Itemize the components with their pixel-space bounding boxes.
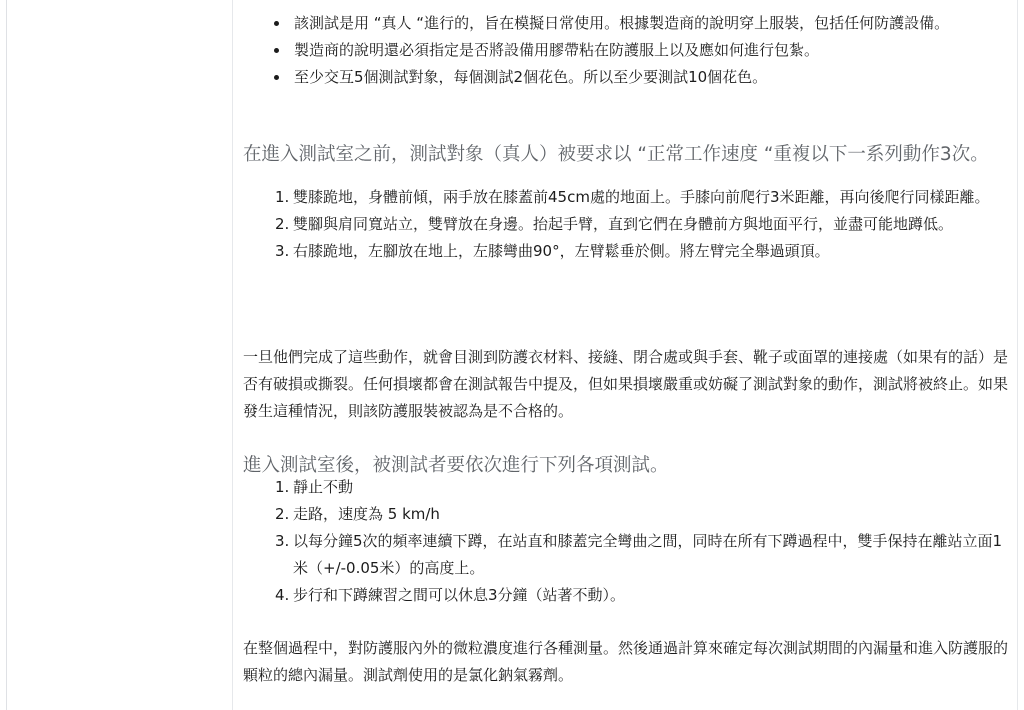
bullet-icon bbox=[274, 75, 279, 80]
bullet-icon bbox=[274, 21, 279, 26]
step-number: 4. bbox=[275, 586, 290, 604]
step-text: 雙腳與肩同寬站立，雙臂放在身邊。抬起手臂，直到它們在身體前方與地面平行，並盡可能地蹲低。 bbox=[293, 215, 954, 233]
step-number: 2. bbox=[275, 215, 290, 233]
step-number: 1. bbox=[275, 478, 290, 496]
article-content bbox=[232, 0, 1018, 710]
list-item bbox=[275, 501, 1011, 528]
page-left-border bbox=[6, 0, 7, 710]
step-text: 以每分鐘5次的頻率連續下蹲，在站直和膝蓋完全彎曲之間，同時在所有下蹲過程中，雙手保持在離站立面1米（+/-0.05米）的高度上。 bbox=[293, 532, 1003, 577]
test-steps-list bbox=[275, 474, 1011, 609]
step-text: 走路，速度為 5 km/h bbox=[293, 505, 440, 523]
list-item bbox=[275, 238, 1011, 265]
step-number: 3. bbox=[275, 532, 290, 550]
section-heading-in-test-room: 進入測試室後，被測試者要依次進行下列各項測試。 bbox=[243, 455, 669, 476]
list-item bbox=[275, 184, 1011, 211]
step-number: 2. bbox=[275, 505, 290, 523]
list-item-text: 該測試是用 “真人 “進行的，旨在模擬日常使用。根據製造商的說明穿上服裝，包括任何防護設備。 bbox=[294, 14, 950, 32]
list-item-text: 至少交互5個測試對象，每個測試2個花色。所以至少要測試10個花色。 bbox=[294, 68, 768, 86]
requirements-bullet-list bbox=[271, 10, 1011, 91]
list-item-text: 製造商的說明還必須指定是否將設備用膠帶粘在防護服上以及應如何進行包紮。 bbox=[294, 41, 820, 59]
step-text: 靜止不動 bbox=[293, 478, 354, 496]
list-item bbox=[275, 211, 1011, 238]
damage-inspection-paragraph: 一旦他們完成了這些動作，就會目測到防護衣材料、接縫、閉合處或與手套、靴子或面罩的連接處（如果有的話）是否有破損或撕裂。任何損壞都會在測試報告中提及，但如果損壞嚴重或妨礙了測試對象的動作，測試將被終止。如果發生這種情況，則該防護服裝被認為是不合格的。 bbox=[243, 348, 1009, 420]
list-item bbox=[275, 474, 1011, 501]
bullet-icon bbox=[274, 48, 279, 53]
list-item bbox=[275, 582, 1011, 609]
list-item bbox=[271, 37, 1011, 64]
step-text: 雙膝跪地，身體前傾，兩手放在膝蓋前45cm處的地面上。手膝向前爬行3米距離，再向後爬行同樣距離。 bbox=[293, 188, 990, 206]
step-text: 右膝跪地，左腳放在地上，左膝彎曲90°，左臂鬆垂於側。將左臂完全舉過頭頂。 bbox=[293, 242, 830, 260]
section-heading-before-test-room: 在進入測試室之前，測試對象（真人）被要求以 “正常工作速度 “重複以下一系列動作3次。 bbox=[243, 144, 989, 165]
measurement-paragraph: 在整個過程中，對防護服內外的微粒濃度進行各種測量。然後通過計算來確定每次測試期間的內漏量和進入防護服的顆粒的總內漏量。測試劑使用的是氯化鈉氣霧劑。 bbox=[243, 639, 1009, 684]
step-number: 1. bbox=[275, 188, 290, 206]
step-number: 3. bbox=[275, 242, 290, 260]
list-item bbox=[271, 64, 1011, 91]
list-item bbox=[271, 10, 1011, 37]
movement-steps-list bbox=[275, 184, 1011, 265]
step-text: 步行和下蹲練習之間可以休息3分鐘（站著不動）。 bbox=[293, 586, 626, 604]
list-item bbox=[275, 528, 1011, 582]
